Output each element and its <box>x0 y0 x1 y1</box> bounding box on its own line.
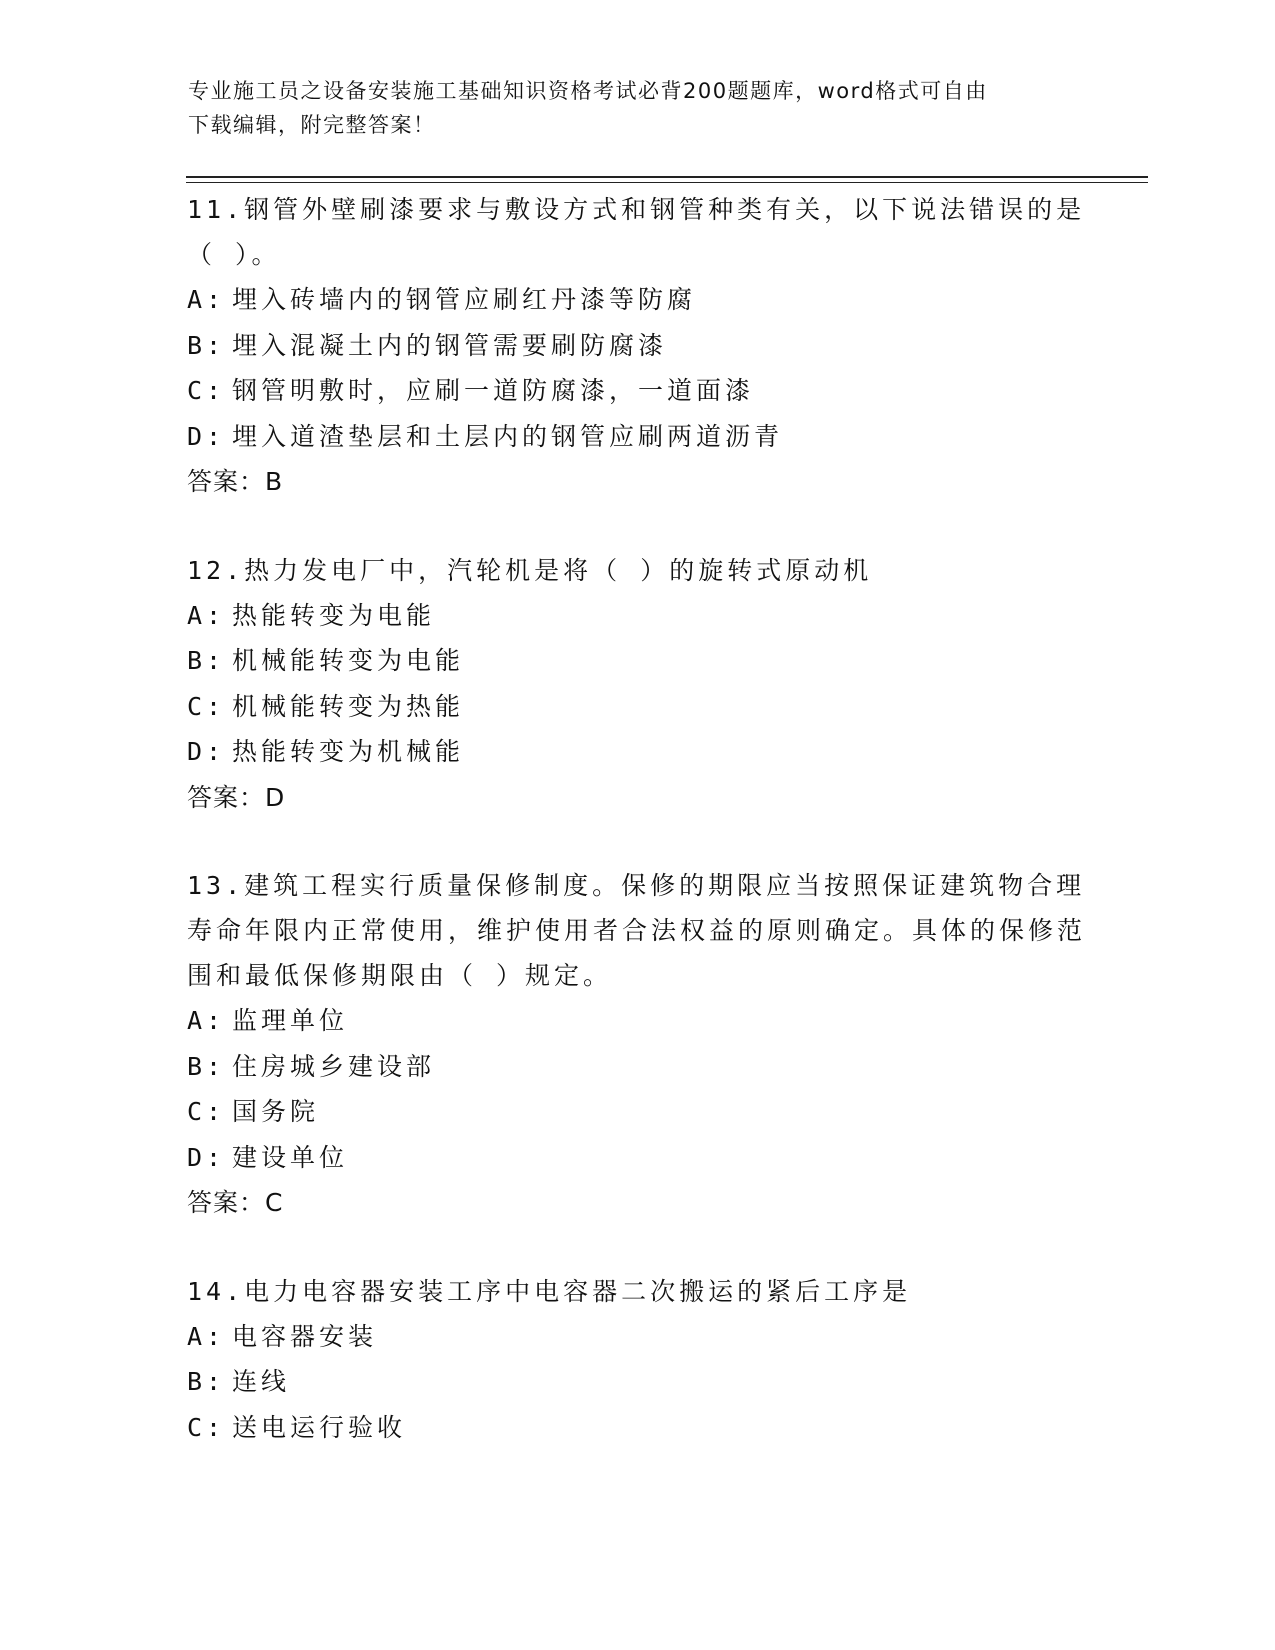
option-letter: C: <box>187 691 226 721</box>
document-header <box>188 74 1088 142</box>
option-text: 国务院 <box>232 1097 320 1126</box>
option-b <box>187 1359 1087 1405</box>
question-list <box>187 187 1087 1493</box>
option-text: 热能转变为机械能 <box>232 737 465 766</box>
option-text: 热能转变为电能 <box>232 600 436 630</box>
option-c <box>187 368 1087 414</box>
option-c <box>187 684 1087 730</box>
option-letter: C: <box>187 376 226 405</box>
option-d <box>187 1135 1087 1181</box>
option-text: 住房城乡建设部 <box>232 1051 436 1081</box>
option-letter: B: <box>187 1051 226 1081</box>
option-text: 机械能转变为热能 <box>232 691 465 721</box>
option-text: 机械能转变为电能 <box>232 646 465 675</box>
question-stem: 11.钢管外壁刷漆要求与敷设方式和钢管种类有关，以下说法错误的是（ ）。 <box>187 195 1086 269</box>
option-letter: B: <box>187 646 226 675</box>
question-stem: 14.电力电容器安装工序中电容器二次搬运的紧后工序是 <box>187 1276 912 1306</box>
option-letter: A: <box>187 1006 226 1035</box>
question-13 <box>187 863 1087 1226</box>
option-a <box>187 998 1087 1044</box>
question-14 <box>187 1269 1087 1451</box>
option-text: 连线 <box>232 1367 291 1396</box>
option-b <box>187 323 1087 369</box>
option-c <box>187 1089 1087 1135</box>
option-letter: A: <box>187 1321 226 1351</box>
question-stem: 13.建筑工程实行质量保修制度。保修的期限应当按照保证建筑物合理寿命年限内正常使用，维护使用者合法权益的原则确定。具体的保修范围和最低保修期限由（ ）规定。 <box>187 871 1087 990</box>
option-text: 电容器安装 <box>232 1321 378 1351</box>
option-letter: A: <box>187 285 226 314</box>
option-letter: C: <box>187 1412 226 1442</box>
answer-line: 答案：D <box>187 782 286 812</box>
option-letter: D: <box>187 1142 226 1172</box>
question-11 <box>187 187 1087 505</box>
option-text: 监理单位 <box>232 1006 349 1035</box>
option-c <box>187 1405 1087 1451</box>
option-letter: C: <box>187 1097 226 1126</box>
header-divider-thick <box>186 176 1148 178</box>
option-d <box>187 729 1087 775</box>
option-text: 埋入道渣垫层和土层内的钢管应刷两道沥青 <box>232 421 784 451</box>
option-letter: B: <box>187 330 226 360</box>
option-letter: B: <box>187 1367 226 1396</box>
option-text: 送电运行验收 <box>232 1412 407 1442</box>
option-text: 建设单位 <box>232 1142 349 1172</box>
option-letter: D: <box>187 421 226 451</box>
option-a <box>187 1314 1087 1360</box>
option-a <box>187 277 1087 323</box>
question-stem: 12.热力发电厂中，汽轮机是将（ ）的旋转式原动机 <box>187 555 873 585</box>
option-d <box>187 414 1087 460</box>
option-text: 埋入混凝土内的钢管需要刷防腐漆 <box>232 330 668 360</box>
option-text: 钢管明敷时，应刷一道防腐漆，一道面漆 <box>232 376 755 405</box>
question-12 <box>187 548 1087 821</box>
answer-line: 答案：C <box>187 1188 284 1217</box>
option-b <box>187 1044 1087 1090</box>
option-b <box>187 638 1087 684</box>
option-letter: A: <box>187 600 226 630</box>
answer-line: 答案：B <box>187 467 284 496</box>
header-line-2: 下载编辑，附完整答案！ <box>188 113 436 137</box>
option-letter: D: <box>187 737 226 766</box>
header-divider-thin <box>186 182 1148 183</box>
option-a <box>187 593 1087 639</box>
header-line-1: 专业施工员之设备安装施工基础知识资格考试必背200题题库，word格式可自由 <box>188 79 988 103</box>
option-text: 埋入砖墙内的钢管应刷红丹漆等防腐 <box>232 285 697 314</box>
